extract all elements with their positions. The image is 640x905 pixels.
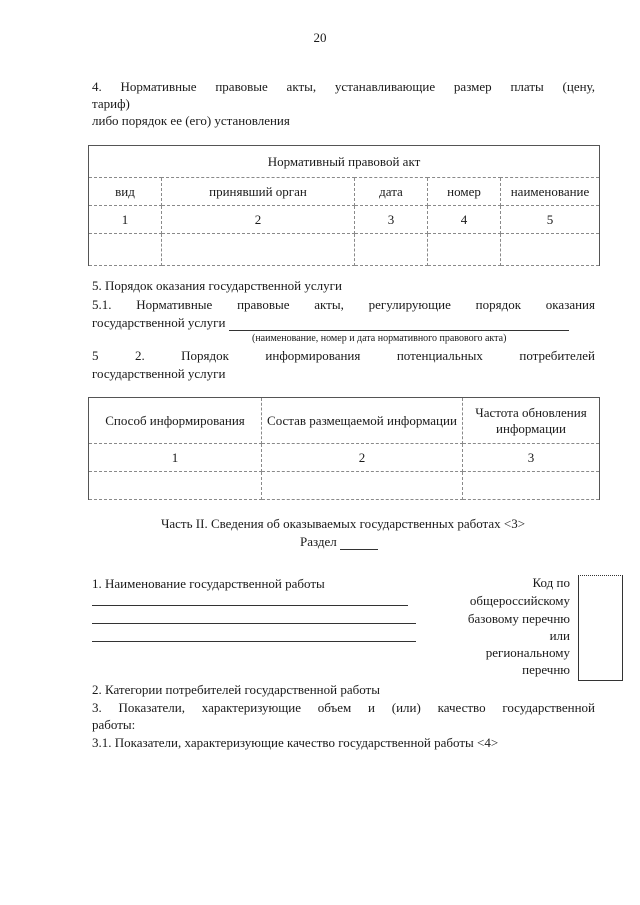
table2-col-number: 2 (262, 444, 463, 472)
page-number: 20 (313, 30, 327, 45)
table1-header-kind: вид (89, 178, 162, 206)
table2-empty-cell (463, 472, 600, 500)
section5-2-line2: государственной услуги (92, 366, 226, 381)
work-name-label: 1. Наименование государственной работы (92, 576, 325, 591)
section4-heading-line3: либо порядок ее (его) установления (92, 113, 290, 128)
table1-title: Нормативный правовой акт (89, 146, 600, 178)
normative-acts-table (88, 145, 600, 266)
normative-act-blank-line (229, 330, 569, 331)
table2-header-frequency: Частота обновления информации (463, 398, 600, 444)
code-label-line: общероссийскому (469, 593, 570, 608)
table2-header-content: Состав размещаемой информации (262, 398, 463, 444)
table1-header-body: принявший орган (162, 178, 355, 206)
table2-header-method: Способ информирования (89, 398, 262, 444)
informing-table (88, 397, 600, 500)
table1-col-number: 1 (89, 206, 162, 234)
section5-1-caption: (наименование, номер и дата нормативного правового акта) (252, 333, 507, 344)
table1-col-number: 4 (428, 206, 501, 234)
table1-empty-cell (162, 234, 355, 266)
table1-header-number: номер (428, 178, 501, 206)
table2-col-number: 1 (89, 444, 262, 472)
part2-title: Часть II. Сведения об оказываемых государственных работах <3> (160, 516, 526, 531)
table1-empty-cell (89, 234, 162, 266)
code-label-line: Код по (532, 575, 570, 590)
table2-empty-cell (89, 472, 262, 500)
code-box (578, 575, 623, 681)
work-name-blank-line (92, 641, 416, 642)
section-number-blank (340, 549, 378, 550)
section4-heading-line2: тариф) (92, 96, 130, 111)
table1-empty-cell (501, 234, 600, 266)
section5-title: 5. Порядок оказания государственной услуги (92, 278, 342, 293)
section5-1-line2 (92, 315, 595, 331)
code-label-line: региональному (485, 645, 570, 660)
work-item2: 2. Категории потребителей государственной работы (92, 682, 380, 697)
code-label-line: или (549, 628, 570, 643)
work-item3-line1: 3. Показатели, характеризующие объем и (или) качество государственной (92, 700, 595, 715)
section-label: Раздел (300, 534, 337, 549)
section-label-line (300, 534, 378, 550)
table1-empty-cell (355, 234, 428, 266)
code-label-line: базовому перечню (467, 611, 570, 626)
work-name-blank-line (92, 605, 408, 606)
code-label-line: перечню (522, 662, 570, 677)
table1-col-number: 3 (355, 206, 428, 234)
table1-header-date: дата (355, 178, 428, 206)
table1-empty-cell (428, 234, 501, 266)
section5-1-text: государственной услуги (92, 315, 226, 330)
section4-heading-line1: 4. Нормативные правовые акты, устанавливающие размер платы (цену, (92, 79, 595, 94)
work-item3-line2: работы: (92, 717, 136, 732)
section5-1-line1: 5.1. Нормативные правовые акты, регулирующие порядок оказания (92, 297, 595, 312)
work-name-blank-line (92, 623, 416, 624)
table2-col-number: 3 (463, 444, 600, 472)
table1-header-name: наименование (501, 178, 600, 206)
table1-col-number: 2 (162, 206, 355, 234)
section5-2-line1: 5 2. Порядок информирования потенциальных потребителей (92, 348, 595, 363)
work-item3-1: 3.1. Показатели, характеризующие качество государственной работы <4> (92, 735, 499, 750)
table2-empty-cell (262, 472, 463, 500)
table1-col-number: 5 (501, 206, 600, 234)
